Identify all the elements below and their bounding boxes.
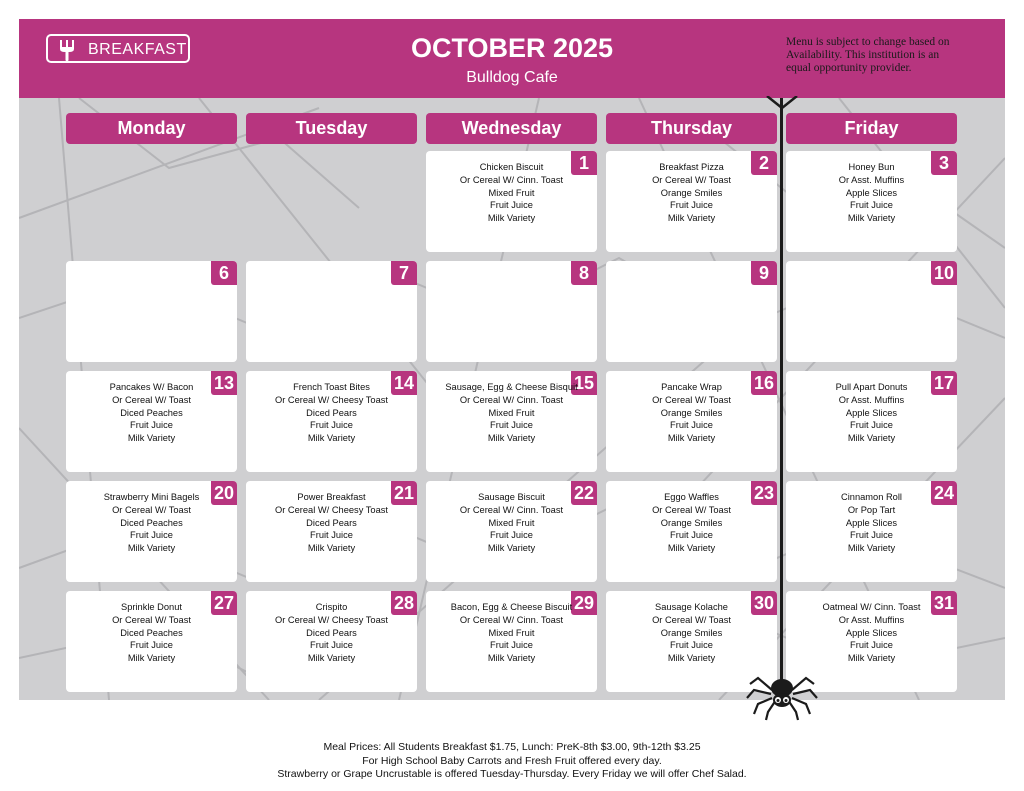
day-cell: [606, 261, 777, 362]
menu-item: Or Cereal W/ Cinn. Toast: [459, 394, 564, 405]
date-number: 8: [571, 261, 597, 285]
menu-item: Fruit Juice: [670, 640, 713, 651]
thread-anchor: [765, 96, 799, 110]
date-number: 28: [391, 591, 417, 615]
menu-item: Or Asst. Muffins: [838, 174, 905, 185]
day-cell: [66, 261, 237, 362]
menu-item: Milk Variety: [667, 433, 716, 444]
day-cell: [426, 591, 597, 692]
day-cell: [606, 481, 777, 582]
menu-item: Milk Variety: [487, 653, 536, 664]
menu-items: [74, 601, 229, 665]
date-number: 6: [211, 261, 237, 285]
day-cell: [606, 151, 777, 252]
menu-items: [254, 491, 409, 555]
date-number: 27: [211, 591, 237, 615]
menu-items: [614, 161, 769, 225]
menu-items: [614, 491, 769, 555]
menu-items: [254, 601, 409, 665]
page-title: OCTOBER 2025: [410, 33, 614, 63]
menu-entree: Crispito: [315, 602, 348, 612]
menu-item: Fruit Juice: [310, 530, 353, 541]
date-number: 22: [571, 481, 597, 505]
menu-item: Or Cereal W/ Toast: [652, 614, 731, 625]
menu-item: Diced Pears: [306, 407, 357, 418]
date-number: 13: [211, 371, 237, 395]
spider-icon: [744, 668, 820, 722]
menu-entree: Eggo Waffles: [664, 492, 719, 502]
menu-item: Or Cereal W/ Toast: [652, 504, 731, 515]
menu-item: Milk Variety: [307, 433, 356, 444]
day-header-thursday: Thursday: [606, 113, 777, 144]
date-number: 24: [931, 481, 957, 505]
menu-item: Milk Variety: [307, 653, 356, 664]
day-cell: [246, 261, 417, 362]
menu-item: Mixed Fruit: [488, 407, 535, 418]
menu-item: Mixed Fruit: [488, 627, 535, 638]
menu-item: Fruit Juice: [490, 530, 533, 541]
menu-entree: Sausage Biscuit: [478, 492, 545, 502]
menu-items: [794, 381, 949, 445]
date-number: 2: [751, 151, 777, 175]
day-cell: [426, 481, 597, 582]
date-number: 1: [571, 151, 597, 175]
menu-item: Milk Variety: [127, 433, 176, 444]
menu-entree: Cinnamon Roll: [841, 492, 902, 502]
day-cell: [66, 371, 237, 472]
menu-item: Fruit Juice: [490, 420, 533, 431]
menu-item: Or Asst. Muffins: [838, 614, 905, 625]
menu-item: Mixed Fruit: [488, 187, 535, 198]
menu-item: Diced Peaches: [120, 517, 183, 528]
menu-item: Orange Smiles: [660, 627, 723, 638]
day-cell: [246, 481, 417, 582]
disclaimer-notice: Menu is subject to change based on Availability. This institution is an equal opportunity provider.: [786, 36, 950, 74]
day-header-tuesday: Tuesday: [246, 113, 417, 144]
menu-entree: Bacon, Egg & Cheese Biscuit: [450, 602, 573, 612]
menu-item: Fruit Juice: [130, 420, 173, 431]
menu-item: Or Cereal W/ Toast: [112, 614, 191, 625]
menu-item: Milk Variety: [667, 213, 716, 224]
date-number: 29: [571, 591, 597, 615]
date-number: 20: [211, 481, 237, 505]
menu-item: Milk Variety: [307, 543, 356, 554]
date-number: 17: [931, 371, 957, 395]
menu-item: Diced Peaches: [120, 627, 183, 638]
menu-item: Diced Peaches: [120, 407, 183, 418]
menu-item: Orange Smiles: [660, 517, 723, 528]
menu-item: Mixed Fruit: [488, 517, 535, 528]
menu-item: Orange Smiles: [660, 407, 723, 418]
day-cell: [426, 151, 597, 252]
date-number: 9: [751, 261, 777, 285]
date-number: 30: [751, 591, 777, 615]
menu-item: Fruit Juice: [310, 420, 353, 431]
menu-item: Fruit Juice: [490, 200, 533, 211]
menu-item: Diced Pears: [306, 627, 357, 638]
day-cell: [246, 591, 417, 692]
menu-item: Milk Variety: [847, 653, 896, 664]
day-cell: [66, 481, 237, 582]
menu-item: Milk Variety: [487, 433, 536, 444]
menu-entree: Pull Apart Donuts: [835, 382, 908, 392]
day-header-friday: Friday: [786, 113, 957, 144]
menu-item: Apple Slices: [845, 187, 898, 198]
footer-line: For High School Baby Carrots and Fresh Fruit offered every day.: [362, 754, 662, 767]
menu-item: Fruit Juice: [850, 420, 893, 431]
menu-item: Or Cereal W/ Cinn. Toast: [459, 614, 564, 625]
menu-entree: Sprinkle Donut: [121, 602, 182, 612]
footer-line: Meal Prices: All Students Breakfast $1.75, Lunch: PreK-8th $3.00, 9th-12th $3.25: [323, 741, 701, 753]
menu-item: Fruit Juice: [310, 640, 353, 651]
menu-item: Milk Variety: [127, 653, 176, 664]
menu-items: [614, 381, 769, 445]
menu-items: [434, 381, 589, 445]
menu-items: [74, 381, 229, 445]
menu-item: Or Cereal W/ Cheesy Toast: [275, 394, 388, 405]
date-number: 7: [391, 261, 417, 285]
date-number: 16: [751, 371, 777, 395]
menu-items: [614, 601, 769, 665]
menu-entree: Sausage Kolache: [655, 602, 728, 612]
menu-item: Fruit Juice: [670, 420, 713, 431]
menu-item: Milk Variety: [487, 213, 536, 224]
menu-entree: Honey Bun: [848, 162, 895, 172]
menu-entree: Pancake Wrap: [661, 382, 722, 392]
menu-item: Or Cereal W/ Toast: [112, 394, 191, 405]
date-number: 31: [931, 591, 957, 615]
menu-items: [434, 601, 589, 665]
day-cell: [246, 371, 417, 472]
menu-item: Or Cereal W/ Cinn. Toast: [459, 174, 564, 185]
menu-items: [794, 491, 949, 555]
date-number: 14: [391, 371, 417, 395]
menu-items: [794, 601, 949, 665]
menu-item: Milk Variety: [847, 433, 896, 444]
menu-items: [434, 161, 589, 225]
menu-item: Or Cereal W/ Cheesy Toast: [275, 614, 388, 625]
menu-item: Or Pop Tart: [847, 504, 896, 515]
menu-entree: Pancakes W/ Bacon: [109, 382, 194, 392]
menu-item: Fruit Juice: [130, 530, 173, 541]
date-number: 3: [931, 151, 957, 175]
menu-item: Apple Slices: [845, 517, 898, 528]
day-cell: [786, 261, 957, 362]
menu-entree: Oatmeal W/ Cinn. Toast: [822, 602, 921, 612]
menu-item: Milk Variety: [667, 653, 716, 664]
menu-item: Or Cereal W/ Toast: [652, 174, 731, 185]
date-number: 15: [571, 371, 597, 395]
menu-entree: Power Breakfast: [297, 492, 366, 502]
spider-thread: [780, 98, 783, 698]
menu-item: Fruit Juice: [850, 530, 893, 541]
menu-item: Fruit Juice: [130, 640, 173, 651]
menu-item: Or Cereal W/ Cinn. Toast: [459, 504, 564, 515]
day-header-monday: Monday: [66, 113, 237, 144]
date-number: 21: [391, 481, 417, 505]
menu-entree: Breakfast Pizza: [659, 162, 724, 172]
menu-item: Apple Slices: [845, 627, 898, 638]
menu-item: Or Cereal W/ Cheesy Toast: [275, 504, 388, 515]
menu-item: Milk Variety: [127, 543, 176, 554]
menu-item: Milk Variety: [487, 543, 536, 554]
menu-items: [74, 491, 229, 555]
menu-items: [254, 381, 409, 445]
menu-entree: French Toast Bites: [293, 382, 370, 392]
menu-item: Milk Variety: [847, 543, 896, 554]
menu-entree: Strawberry Mini Bagels: [103, 492, 200, 502]
menu-item: Milk Variety: [847, 213, 896, 224]
menu-entree: Sausage, Egg & Cheese Bisquit: [445, 382, 578, 392]
page-subtitle: Bulldog Cafe: [466, 69, 558, 86]
day-cell: [66, 591, 237, 692]
menu-item: Diced Pears: [306, 517, 357, 528]
menu-item: Fruit Juice: [490, 640, 533, 651]
day-cell: [426, 261, 597, 362]
menu-item: Fruit Juice: [850, 640, 893, 651]
day-cell: [606, 371, 777, 472]
day-cell: [786, 371, 957, 472]
day-header-wednesday: Wednesday: [426, 113, 597, 144]
menu-item: Or Cereal W/ Toast: [652, 394, 731, 405]
menu-item: Fruit Juice: [850, 200, 893, 211]
menu-item: Milk Variety: [667, 543, 716, 554]
menu-entree: Chicken Biscuit: [479, 162, 544, 172]
footer-notes: [0, 741, 1024, 782]
footer-line: Strawberry or Grape Uncrustable is offered Tuesday-Thursday. Every Friday we will offer Chef Salad.: [277, 768, 747, 780]
menu-items: [794, 161, 949, 225]
day-cell: [426, 371, 597, 472]
menu-items: [434, 491, 589, 555]
menu-item: Orange Smiles: [660, 187, 723, 198]
date-number: 23: [751, 481, 777, 505]
badge-label: BREAKFAST: [88, 41, 187, 58]
menu-item: Fruit Juice: [670, 200, 713, 211]
menu-item: Or Cereal W/ Toast: [112, 504, 191, 515]
day-cell: [786, 151, 957, 252]
menu-item: Or Asst. Muffins: [838, 394, 905, 405]
menu-item: Fruit Juice: [670, 530, 713, 541]
menu-item: Apple Slices: [845, 407, 898, 418]
date-number: 10: [931, 261, 957, 285]
day-cell: [786, 481, 957, 582]
